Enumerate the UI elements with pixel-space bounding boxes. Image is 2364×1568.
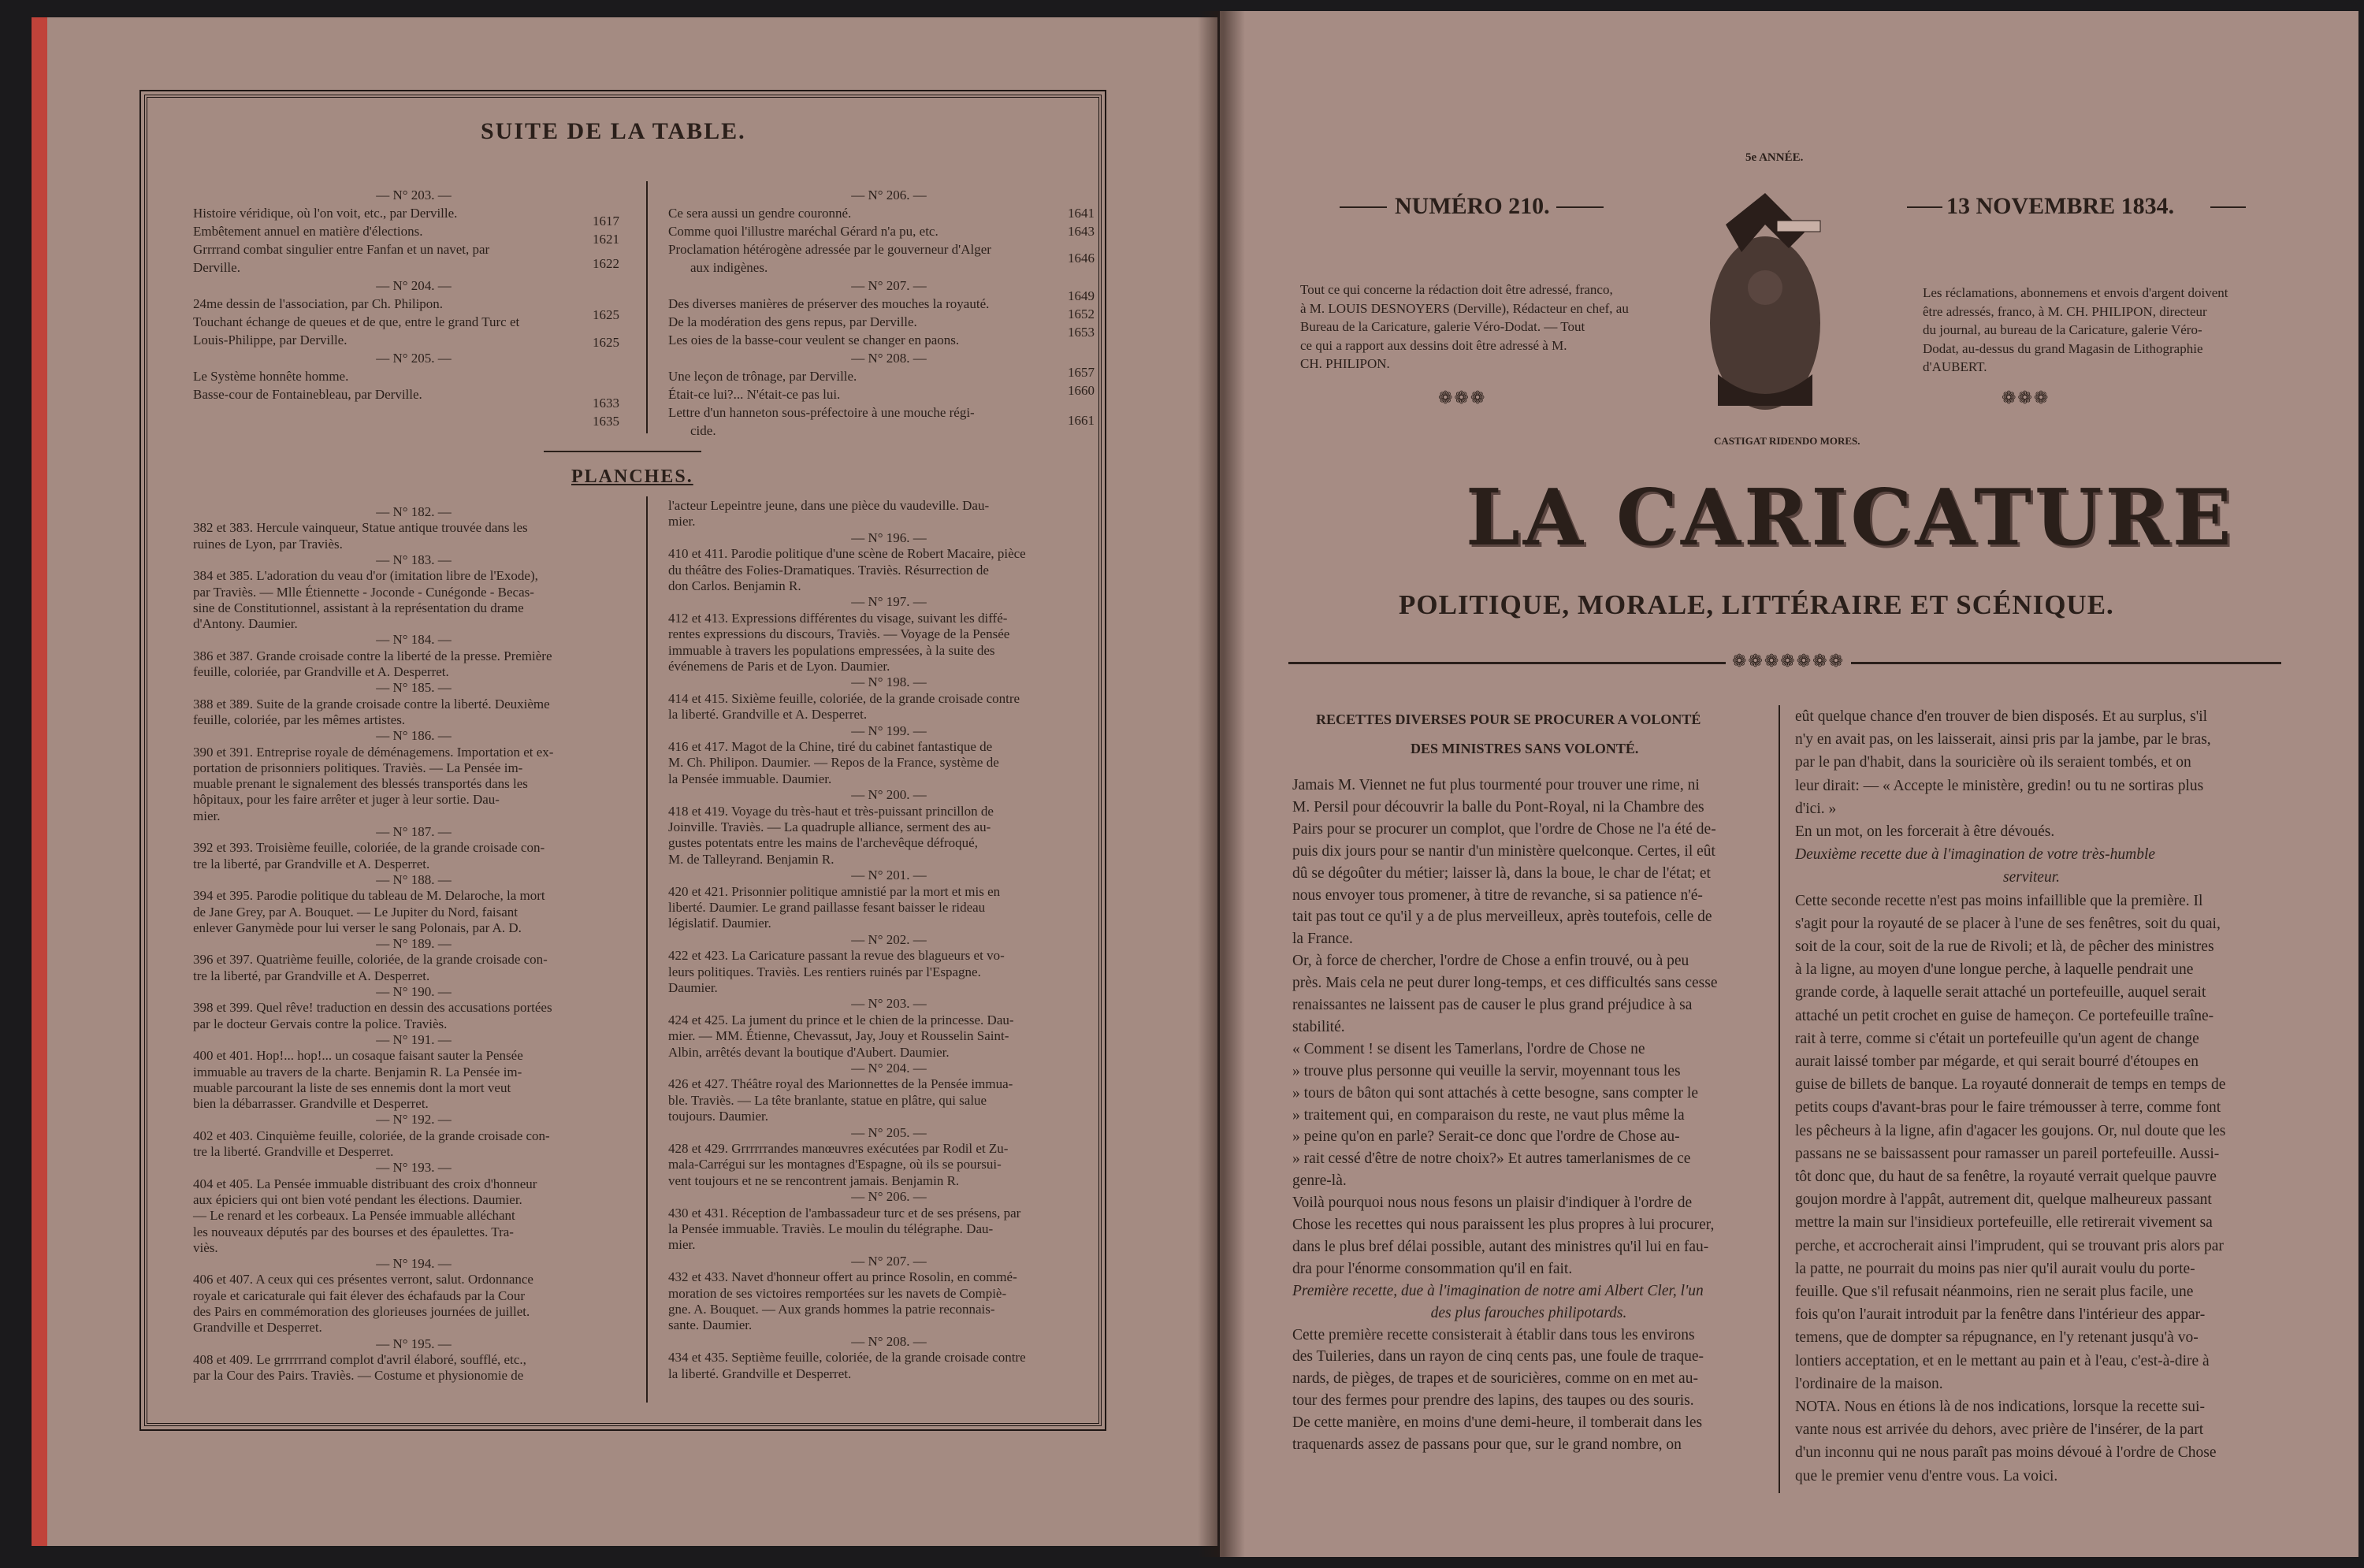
pl-left-line: 384 et 385. L'adoration du veau d'or (imitation libre de l'Exode), [193, 568, 538, 584]
col2-line: n'y en avait pas, on les laisserait, ainsi pris par la jambe, par le bras, [1795, 731, 2211, 749]
vignette-motto: CASTIGAT RIDENDO MORES. [1714, 435, 1860, 447]
pl-right-line: 410 et 411. Parodie politique d'une scène de Robert Macaire, pièce [668, 546, 1026, 562]
col2-line: En un mot, on les forcerait à être dévoués. [1795, 823, 2055, 840]
col2-line: d'un inconnu qui ne nous paraît pas moins dévoué à l'ordre de Chose [1795, 1444, 2217, 1462]
pl-left-line: les nouveaux députés par des bourses et des épaulettes. Tra- [193, 1224, 514, 1239]
col1-line: puis dix jours pour se nantir d'un ministère quelconque. Certes, il eût [1292, 842, 1715, 860]
col1-line: la France. [1292, 931, 1353, 948]
pl-right-line: — N° 197. — [851, 594, 927, 610]
pl-right-line: Daumier. [668, 980, 718, 995]
col2-line: leur dirait: — « Accepte le ministère, gredin! ou tu ne sortiras plus [1795, 777, 2204, 794]
col2-line: d'ici. » [1795, 800, 1837, 817]
pl-right-line: — N° 208. — [851, 1333, 927, 1349]
col2-line: soit de la cour, soit de la rue de Rivoli; et là, de pêcher des ministres [1795, 938, 2214, 955]
tbl-left-line: Embêtement annuel en matière d'élections. [193, 224, 423, 239]
col2-line: perche, et accrocherait ainsi l'imprudent, qui se trouvant pris alors par [1795, 1237, 2224, 1254]
pl-left-line: par la Cour des Pairs. Traviès. — Costume et physionomie de [193, 1368, 524, 1384]
pl-right-line: — N° 205. — [851, 1124, 927, 1140]
col2-line: les pêcheurs à la ligne, afin d'agacer les goujons. Or, nul doute que les [1795, 1122, 2226, 1139]
pl-left-line: tre la liberté. Grandville et Desperret. [193, 1144, 394, 1159]
pl-left-line: — N° 194. — [376, 1256, 452, 1272]
pl-left-line: 408 et 409. Le grrrrrrand complot d'avril élaboré, soufflé, etc., [193, 1351, 526, 1367]
notice-left-line: ce qui a rapport aux dessins doit être adressé à M. [1300, 337, 1567, 353]
pl-left-line: — N° 182. — [376, 504, 452, 519]
col1-line: « Comment ! se disent les Tamerlans, l'ordre de Chose ne [1292, 1040, 1645, 1057]
tbl-left-line: 24me dessin de l'association, par Ch. Philipon. [193, 296, 444, 311]
tbl-right-line: — N° 206. — [851, 188, 927, 203]
pl-right-line: 412 et 413. Expressions différentes du visage, suivant les diffé- [668, 610, 1008, 626]
tbl-left-line: — N° 203. — [376, 188, 452, 203]
col1-line: » traitement qui, en comparaison du reste, ne vaut plus même la [1292, 1106, 1685, 1124]
tbl-left-line: Louis-Philippe, par Derville. [193, 333, 348, 347]
tbl-right-line: De la modération des gens repus, par Derville. [668, 314, 917, 329]
pl-right-line: Albin, arrêtés devant la boutique d'Aubert. Daumier. [668, 1044, 950, 1060]
tbl-right-line: cide. [690, 423, 716, 438]
tbl-left-line: Derville. [193, 260, 240, 275]
tbl-right-line: Comme quoi l'illustre maréchal Gérard n'a pu, etc. [668, 224, 939, 239]
pl-left-line: tre la liberté, par Grandville et A. Desperret. [193, 968, 430, 983]
pl-left-line: des Pairs en commémoration des glorieuses journées de juillet. [193, 1304, 530, 1319]
pl-right-line: 434 et 435. Septième feuille, coloriée, de la grande croisade contre [668, 1350, 1026, 1365]
pl-right-line: mier. [668, 1237, 696, 1253]
pl-right-line: — N° 207. — [851, 1253, 927, 1269]
pl-right-line: — N° 201. — [851, 868, 927, 883]
col1-line: renaissantes ne laissent pas de causer le plus grand préjudice à sa [1292, 997, 1693, 1013]
pl-left-line: enlever Ganymède pour lui verser le sang Polonais, par A. D. [193, 920, 522, 935]
tbl-left-line: — N° 204. — [376, 278, 452, 293]
pl-right-line: 418 et 419. Voyage du très-haut et très-puissant princillon de [668, 803, 994, 819]
pl-left-line: 402 et 403. Cinquième feuille, coloriée, de la grande croisade con- [193, 1128, 550, 1143]
pl-right-line: liberté. Daumier. Le grand paillasse fesant baisser le rideau [668, 900, 986, 915]
pl-left-line: 392 et 393. Troisième feuille, coloriée, de la grande croisade con- [193, 840, 545, 856]
col1-line: » rait cessé d'être de notre choix?» Et autres tamerlanismes de ce [1292, 1150, 1691, 1168]
pl-left-line: — N° 192. — [376, 1112, 452, 1128]
col1-line: Pairs pour se procurer un complot, que l'ordre de Chose ne l'a été de- [1292, 820, 1716, 838]
table-column-rule [646, 181, 648, 433]
page-number: 1641 [1068, 206, 1095, 221]
pl-right-line: — N° 196. — [851, 529, 927, 545]
pl-left-line: aux épiciers qui ont bien voté pendant les élections. Daumier. [193, 1191, 522, 1207]
col2-line: rait à terre, comme si c'était un portefeuille qu'un agent de change [1795, 1030, 2199, 1047]
pl-right-line: sante. Daumier. [668, 1317, 753, 1333]
col1-line: dû se dégoûter du métier; laisser là, dans la boue, le char de l'état; et [1292, 864, 1711, 882]
pl-left-line: — N° 195. — [376, 1336, 452, 1351]
pl-left-line: — N° 188. — [376, 871, 452, 887]
tbl-left-line: — N° 205. — [376, 351, 452, 366]
tbl-right-line: Une leçon de trônage, par Derville. [668, 369, 857, 384]
col1-line: » trouve plus personne qui veuille la servir, moyennant tous les [1292, 1062, 1681, 1079]
col1-line: dans le plus bref délai possible, autant des ministres qu'il lui en fau- [1292, 1238, 1709, 1255]
pl-left-line: muable parcourant la liste de ses ennemis dont la mort veut [193, 1079, 511, 1095]
col2-line: eût quelque chance d'en trouver de bien disposés. Et au surplus, s'il [1795, 708, 2208, 725]
col2-line: aurait laissé tomber par mégarde, et qui serait bourré d'étoupes en [1795, 1053, 2199, 1070]
col2-line: lontiers acceptation, et en le mettant au pain et à l'eau, c'est-à-dire à [1795, 1352, 2210, 1369]
page-number: 1657 [1068, 365, 1095, 380]
pl-left-line: 390 et 391. Entreprise royale de déménagemens. Importation et ex- [193, 744, 554, 760]
col1-line: M. Persil pour découvrir la balle du Pont-Royal, ni la Chambre des [1292, 798, 1704, 816]
pl-right-line: la Pensée immuable. Daumier. [668, 771, 832, 786]
ornament-rule [544, 451, 701, 452]
tbl-right-line: Lettre d'un hanneton sous-préfectoire à une mouche régi- [668, 405, 975, 420]
tbl-left-line: Grrrrand combat singulier entre Fanfan et un navet, par [193, 242, 490, 257]
notice-right-line: Dodat, au-dessus du grand Magasin de Lithographie [1923, 340, 2203, 356]
pl-left-line: — N° 183. — [376, 552, 452, 567]
pl-left-line: 382 et 383. Hercule vainqueur, Statue antique trouvée dans les [193, 520, 528, 536]
pl-right-line: — N° 202. — [851, 931, 927, 947]
col1-line: stabilité. [1292, 1018, 1345, 1035]
pl-left-line: viès. [193, 1239, 218, 1255]
col2-line: fois qu'on l'aurait introduit par la fenêtre dans l'intérieur des appar- [1795, 1306, 2206, 1324]
pl-right-line: gne. A. Bouquet. — Aux grands hommes la patrie reconnais- [668, 1302, 995, 1317]
page-number: 1633 [593, 396, 619, 411]
col1-line: Cette première recette consisterait à établir dans tous les environs [1292, 1326, 1695, 1343]
col2-line: s'agit pour la royauté de se placer à l'une de ses fenêtres, soit du quai, [1795, 915, 2221, 932]
page-number: 1660 [1068, 383, 1095, 398]
pl-right-line: 422 et 423. La Caricature passant la revue des blagueurs et vo- [668, 948, 1005, 964]
col2-line: temens, que de dompter sa répugnance, en l'y retenant jusqu'à vo- [1795, 1329, 2199, 1347]
notice-right-line: du journal, au bureau de la Caricature, galerie Véro- [1923, 322, 2202, 337]
col1-line: Voilà pourquoi nous nous fesons un plaisir d'indiquer à l'ordre de [1292, 1195, 1693, 1212]
col2-line: attaché un petit crochet en guise de hameçon. Ce portefeuille traîne- [1795, 1007, 2214, 1024]
notice-right-line: Les réclamations, abonnemens et envois d'argent doivent [1923, 285, 2228, 300]
pl-left-line: 398 et 399. Quel rêve! traduction en dessin des accusations portées [193, 1000, 552, 1016]
tbl-left-line: Basse-cour de Fontainebleau, par Derville. [193, 387, 422, 402]
article-title-1: RECETTES DIVERSES POUR SE PROCURER A VOLONTÉ [1316, 712, 1701, 727]
pl-right-line: 424 et 425. La jument du prince et le chien de la princesse. Dau- [668, 1012, 1014, 1027]
col1-line: De cette manière, en moins d'une demi-heure, il tomberait dans les [1292, 1414, 1703, 1432]
pl-right-line: 426 et 427. Théâtre royal des Marionnettes de la Pensée immua- [668, 1076, 1013, 1092]
tbl-left-line: Touchant échange de queues et de que, entre le grand Turc et [193, 314, 520, 329]
numero-label: NUMÉRO 210. [1395, 193, 1550, 219]
date-label: 13 NOVEMBRE 1834. [1946, 193, 2175, 219]
tbl-right-line: aux indigènes. [690, 260, 768, 275]
pl-left-line: bien la débarrasser. Grandville et Desperret. [193, 1096, 429, 1112]
col2-line: serviteur. [2002, 869, 2061, 886]
pl-right-line: ble. Traviès. — La tête branlante, statue en plâtre, qui salue [668, 1092, 987, 1108]
pl-right-line: 416 et 417. Magot de la Chine, tiré du cabinet fantastique de [668, 739, 993, 754]
pl-left-line: — N° 190. — [376, 984, 452, 999]
tbl-right-line: Ce sera aussi un gendre couronné. [668, 206, 852, 221]
col1-line: » peine qu'on en parle? Serait-ce donc que l'ordre de Chose au- [1292, 1128, 1680, 1146]
page-number: 1617 [593, 214, 619, 229]
pl-right-line: — N° 200. — [851, 787, 927, 803]
ornament-left: ❁❁❁ [1438, 388, 1487, 407]
col2-line: NOTA. Nous en étions là de nos indications, lorsque la recette sui- [1795, 1399, 2205, 1415]
tbl-left-line: Histoire véridique, où l'on voit, etc., par Derville. [193, 206, 458, 221]
pl-left-line: par Traviès. — Mlle Étiennette - Joconde - Cunégonde - Becas- [193, 584, 534, 600]
page-number: 1622 [593, 256, 619, 271]
pl-right-line: Joinville. Traviès. — La quadruple alliance, serment des au- [668, 819, 991, 834]
pl-right-line: la liberté. Grandville et A. Desperret. [668, 707, 868, 723]
article-column-rule [1779, 705, 1780, 1493]
col2-line: goujon mordre à l'appât, autrement dit, quelque malheureux passant [1795, 1191, 2212, 1209]
date-rule-left [1907, 206, 1942, 208]
pl-right-line: du théâtre des Folies-Dramatiques. Traviès. Résurrection de [668, 562, 989, 578]
pl-left-line: 396 et 397. Quatrième feuille, coloriée, de la grande croisade con- [193, 952, 548, 968]
tbl-right-line: Proclamation hétérogène adressée par le gouverneur d'Alger [668, 242, 991, 257]
planches-title: PLANCHES. [571, 466, 693, 487]
pl-left-line: royale et caricaturale qui fait élever des échafauds par la Cour [193, 1287, 525, 1303]
pl-right-line: immuable à travers les populations empressées, à la suite des [668, 642, 995, 658]
page-number: 1646 [1068, 251, 1095, 266]
pl-left-line: — N° 189. — [376, 936, 452, 952]
page-number: 1625 [593, 335, 619, 350]
col2-line: mettre la main sur l'insidieux portefeuille, elle retirerait vivement sa [1795, 1214, 2213, 1232]
pl-left-line: tre la liberté, par Grandville et A. Desperret. [193, 856, 430, 871]
notice-right-line: être adressés, franco, à M. CH. PHILIPON, directeur [1923, 303, 2207, 319]
col2-line: grande corde, à laquelle serait attaché un portefeuille, auquel serait [1795, 984, 2206, 1001]
tbl-left-line: Le Système honnête homme. [193, 369, 349, 384]
col2-line: vante nous est arrivée du dehors, avec prière de l'insérer, de la part [1795, 1421, 2204, 1439]
col2-line: l'ordinaire de la maison. [1795, 1375, 1943, 1392]
pl-left-line: 394 et 395. Parodie politique du tableau de M. Delaroche, la mort [193, 888, 545, 904]
col2-line: Deuxième recette due à l'imagination de votre très-humble [1795, 846, 2156, 864]
pl-right-line: événemens de Paris et de Lyon. Daumier. [668, 659, 890, 674]
page-number: 1635 [593, 414, 619, 429]
page-number: 1649 [1068, 288, 1095, 303]
col1-line: Jamais M. Viennet ne fut plus tourmenté pour trouver une rime, ni [1292, 777, 1700, 793]
pl-left-line: mier. [193, 808, 221, 823]
tbl-right-line: — N° 208. — [851, 351, 927, 366]
ornament-right: ❁❁❁ [2002, 388, 2050, 407]
pl-right-line: 428 et 429. Grrrrrrandes manœuvres exécutées par Rodil et Zu- [668, 1141, 1009, 1156]
pl-left-line: 386 et 387. Grande croisade contre la liberté de la presse. Première [193, 648, 552, 663]
col2-line: Cette seconde recette n'est pas moins infaillible que la première. Il [1795, 892, 2203, 909]
tbl-right-line: Était-ce lui?... N'était-ce pas lui. [668, 387, 841, 402]
col1-line: des Tuileries, dans un rayon de cinq cents pas, une foule de traque- [1292, 1348, 1704, 1365]
col2-line: la patte, ne pourrait du moins pas nier qu'il aurait voulu du porte- [1795, 1260, 2195, 1277]
tbl-right-line: — N° 207. — [851, 278, 927, 293]
annee-label: 5e ANNÉE. [1745, 151, 1804, 164]
col1-line: traquenards assez de passans pour que, sur le grand nombre, on [1292, 1436, 1682, 1453]
planches-column-rule [646, 496, 648, 1403]
pl-right-line: leurs politiques. Traviès. Les rentiers ruinés par l'Espagne. [668, 964, 981, 979]
notice-left-line: à M. LOUIS DESNOYERS (Derville), Rédacteur en chef, au [1300, 300, 1629, 316]
pl-right-line: M. de Talleyrand. Benjamin R. [668, 851, 834, 867]
pl-left-line: — N° 193. — [376, 1160, 452, 1176]
pl-right-line: toujours. Daumier. [668, 1109, 769, 1124]
pl-right-line: — N° 199. — [851, 723, 927, 738]
pl-right-line: rentes expressions du discours, Traviès. — Voyage de la Pensée [668, 626, 1010, 642]
col1-line: dra pour l'énorme consommation qu'il en fait. [1292, 1260, 1573, 1277]
pl-right-line: — N° 198. — [851, 674, 927, 690]
pl-left-line: — N° 184. — [376, 632, 452, 648]
page-number: 1625 [593, 307, 619, 322]
tbl-right-line: Des diverses manières de préserver des mouches la royauté. [668, 296, 990, 311]
col1-line: Chose les recettes qui nous paraissent les plus propres à lui procurer, [1292, 1217, 1715, 1233]
pl-left-line: par le docteur Gervais contre la police. Traviès. [193, 1016, 448, 1031]
pl-left-line: immuable au travers de la charte. Benjamin R. La Pensée im- [193, 1064, 522, 1079]
table-title: SUITE DE LA TABLE. [481, 118, 746, 144]
col2-line: passans ne se baissassent pour ramasser un pareil portefeuille. Aussi- [1795, 1145, 2220, 1162]
col1-line: Première recette, due à l'imagination de notre ami Albert Cler, l'un [1292, 1282, 1704, 1299]
pl-right-line: 432 et 433. Navet d'honneur offert au prince Rosolin, en commé- [668, 1269, 1017, 1285]
book-gutter [1198, 11, 1245, 1557]
col2-line: guise de billets de banque. La royauté donnerait de temps en temps de [1795, 1076, 2226, 1094]
page-number: 1653 [1068, 325, 1095, 340]
pl-right-line: M. Ch. Philipon. Daumier. — Repos de la France, système de [668, 755, 999, 771]
col1-line: tour des fermes pour prendre des lapins, des taupes ou des souris. [1292, 1392, 1694, 1410]
col2-line: par le pan d'habit, dans la souricière où ils seraient tombés, et on [1795, 754, 2191, 771]
pl-right-line: gustes potentats entre les mains de l'archevêque défroqué, [668, 835, 978, 851]
col2-line: feuille. Que s'il refusait néanmoins, rien ne serait plus facile, une [1795, 1284, 2194, 1300]
pl-right-line: don Carlos. Benjamin R. [668, 578, 801, 593]
pl-right-line: mala-Carrégui sur les montagnes d'Espagne, où ils se poursui- [668, 1157, 1002, 1172]
masthead-title: LA CARICATURE [1466, 473, 2235, 563]
page-number: 1621 [593, 232, 619, 247]
pl-left-line: Grandville et Desperret. [193, 1320, 322, 1336]
col1-line: des plus farouches philipotards. [1430, 1304, 1627, 1321]
page-number: 1643 [1068, 224, 1095, 239]
pl-right-line: l'acteur Lepeintre jeune, dans une pièce du vaudeville. Dau- [668, 498, 990, 513]
pl-left-line: ruines de Lyon, par Traviès. [193, 536, 343, 552]
pl-left-line: 388 et 389. Suite de la grande croisade contre la liberté. Deuxième [193, 696, 550, 712]
col2-line: à la ligne, au moyen d'une longue perche, à laquelle pendrait une [1795, 961, 2194, 979]
page-number: 1661 [1068, 413, 1095, 428]
pl-right-line: la liberté. Grandville et Desperret. [668, 1365, 852, 1381]
col1-line: près. Mais cela ne peut durer long-temps, et ces difficultés sans cesse [1292, 975, 1718, 992]
col1-line: nous envoyer tous promener, à titre de revanche, si sa patience n'é- [1292, 886, 1703, 904]
pl-right-line: 414 et 415. Sixième feuille, coloriée, de la grande croisade contre [668, 690, 1020, 706]
notice-left-line: Bureau de la Caricature, galerie Véro-Dodat. — Tout [1300, 319, 1585, 334]
pl-left-line: de Jane Grey, par A. Bouquet. — Le Jupiter du Nord, faisant [193, 904, 518, 920]
col2-line: petits coups d'avant-bras pour le faire trémousser à terre, comme font [1795, 1099, 2221, 1117]
pl-left-line: hôpitaux, pour les faire arrêter et juger à leur sortie. Dau- [193, 792, 500, 808]
pl-left-line: 400 et 401. Hop!... hop!... un cosaque faisant sauter la Pensée [193, 1048, 523, 1064]
pl-right-line: mier. [668, 514, 696, 529]
masthead-ornament: ❁❁❁❁❁❁❁ [1726, 651, 1851, 671]
pl-right-line: 420 et 421. Prisonnier politique amnistié par la mort et mis en [668, 883, 1001, 899]
pl-left-line: — N° 191. — [376, 1031, 452, 1047]
pl-left-line: — N° 185. — [376, 680, 452, 696]
pl-right-line: moration de ses victoires remportées sur les navets de Compiè- [668, 1285, 1007, 1301]
pl-left-line: feuille, coloriée, par les mêmes artistes. [193, 712, 406, 727]
col1-line: nards, de pièges, de trapes et de souricières, comme on en met au- [1292, 1370, 1698, 1388]
pl-right-line: législatif. Daumier. [668, 916, 771, 931]
numero-rule-left [1340, 206, 1387, 208]
vignette-illustration [1694, 177, 1836, 422]
numero-rule-right [1556, 206, 1604, 208]
pl-left-line: portation de prisonniers politiques. Traviès. — La Pensée im- [193, 760, 523, 775]
pl-left-line: — N° 187. — [376, 824, 452, 839]
pl-left-line: — Le renard et les corbeaux. La Pensée immuable alléchant [193, 1208, 515, 1224]
pl-left-line: feuille, coloriée, par Grandville et A. Desperret. [193, 664, 449, 679]
pl-right-line: — N° 203. — [851, 996, 927, 1012]
pl-left-line: — N° 186. — [376, 728, 452, 744]
article-title-2: DES MINISTRES SANS VOLONTÉ. [1411, 741, 1639, 756]
pl-right-line: mier. — MM. Étienne, Chevassut, Jay, Jouy et Rousselin Saint- [668, 1028, 1009, 1044]
col1-line: tait pas tout ce qu'il y a de plus merveilleux, après toutefois, celle de [1292, 908, 1712, 926]
col2-line: tôt donc que, du haut de sa fenêtre, la royauté verrait quelque pauvre [1795, 1169, 2217, 1185]
tbl-right-line: Les oies de la basse-cour veulent se changer en paons. [668, 333, 960, 347]
pl-left-line: 406 et 407. A ceux qui ces présentes verront, salut. Ordonnance [193, 1272, 533, 1287]
pl-left-line: 404 et 405. La Pensée immuable distribuant des croix d'honneur [193, 1176, 537, 1191]
date-rule-right [2210, 206, 2246, 208]
col1-line: » tours de bâton qui sont attachés à cette besogne, sans compter le [1292, 1084, 1698, 1102]
pl-left-line: sine de Constitutionnel, assistant à la représentation du drame [193, 600, 524, 615]
col1-line: Or, à force de chercher, l'ordre de Chose a enfin trouvé, ou à peu [1292, 953, 1689, 970]
page-number: 1652 [1068, 307, 1095, 321]
notice-right-line: d'AUBERT. [1923, 359, 1987, 374]
pl-right-line: 430 et 431. Réception de l'ambassadeur turc et de ses présens, par [668, 1205, 1021, 1221]
notice-left-line: CH. PHILIPON. [1300, 356, 1390, 371]
notice-left-line: Tout ce qui concerne la rédaction doit être adressé, franco, [1300, 282, 1613, 297]
pl-right-line: — N° 204. — [851, 1061, 927, 1076]
pl-right-line: — N° 206. — [851, 1189, 927, 1205]
col2-line: que le premier venu d'entre vous. La voici. [1795, 1467, 2058, 1484]
masthead-subtitle: POLITIQUE, MORALE, LITTÉRAIRE ET SCÉNIQUE. [1399, 589, 2114, 620]
pl-right-line: vent toujours et ne se rencontrent jamais. Benjamin R. [668, 1172, 960, 1188]
col1-line: genre-là. [1292, 1172, 1347, 1190]
pl-left-line: d'Antony. Daumier. [193, 616, 298, 632]
pl-right-line: la Pensée immuable. Traviès. Le moulin du télégraphe. Dau- [668, 1221, 994, 1236]
pl-left-line: muable prenant le signalement des blessés transportés dans les [193, 776, 528, 792]
